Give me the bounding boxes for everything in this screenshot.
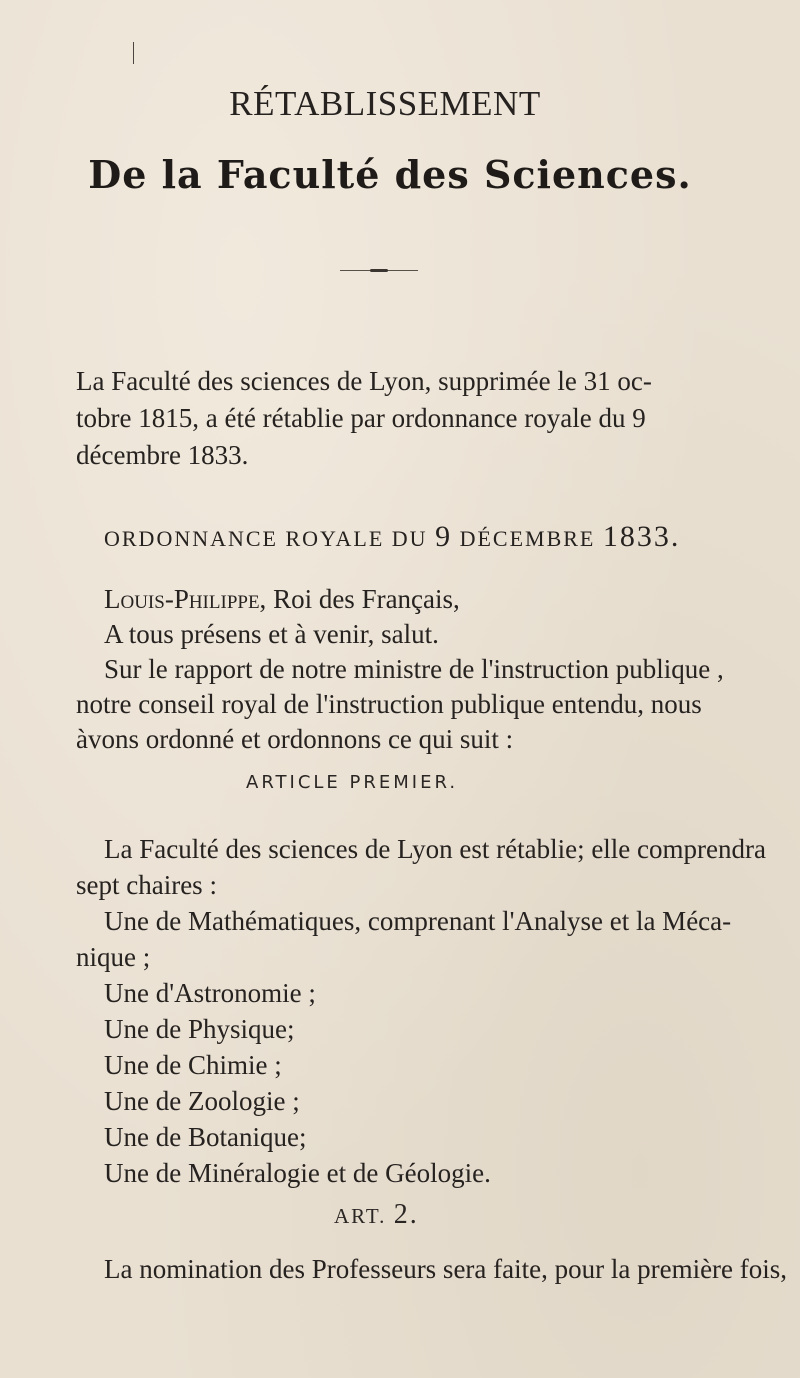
article-1-line-3: Une de Mathématiques, comprenant l'Analyse et la Méca- bbox=[104, 906, 732, 936]
chair-item: Une de Physique; bbox=[104, 1014, 295, 1044]
ordonnance-heading-month: DÉCEMBRE bbox=[459, 526, 596, 551]
king-title: Roi des Français, bbox=[273, 584, 460, 614]
decorative-rule bbox=[340, 270, 418, 271]
chair-item: Une de Chimie ; bbox=[104, 1050, 282, 1080]
article-1-line-1: La Faculté des sciences de Lyon est rétablie; elle comprendra bbox=[104, 834, 766, 864]
chair-item: Une de Zoologie ; bbox=[104, 1086, 300, 1116]
chair-item: Une d'Astronomie ; bbox=[104, 978, 316, 1008]
intro-line-3: décembre 1833. bbox=[76, 440, 249, 470]
preamble-line-1 bbox=[104, 582, 460, 616]
ordonnance-heading-text: ORDONNANCE ROYALE DU bbox=[104, 526, 428, 551]
article-1-line-4: nique ; bbox=[76, 942, 151, 972]
page-subtitle: De la Faculté des Sciences. bbox=[88, 152, 692, 197]
preamble-line-3: Sur le rapport de notre ministre de l'instruction publique , bbox=[104, 654, 724, 684]
article-1-line-2: sept chaires : bbox=[76, 870, 217, 900]
intro-line-1: La Faculté des sciences de Lyon, supprimée le 31 oc- bbox=[76, 366, 652, 396]
ordonnance-heading-year: 1833. bbox=[602, 520, 681, 553]
preamble-line-4: notre conseil royal de l'instruction publique entendu, nous bbox=[76, 689, 702, 719]
chair-item: Une de Botanique; bbox=[104, 1122, 307, 1152]
article-2-line-1: La nomination des Professeurs sera faite, pour la première fois, bbox=[104, 1254, 788, 1284]
article-2-heading-text: ART. bbox=[334, 1204, 387, 1228]
chair-item: Une de Minéralogie et de Géologie. bbox=[104, 1158, 491, 1188]
ordonnance-heading-day: 9 bbox=[435, 520, 453, 553]
intro-line-2: tobre 1815, a été rétablie par ordonnance royale du 9 bbox=[76, 403, 646, 433]
margin-mark bbox=[133, 42, 134, 64]
king-name: Louis-Philippe, bbox=[104, 584, 267, 614]
article-1-heading: ARTICLE PREMIER. bbox=[246, 772, 459, 793]
page-title: RÉTABLISSEMENT bbox=[229, 84, 541, 123]
article-2-heading-num: 2. bbox=[393, 1199, 419, 1230]
ordonnance-heading bbox=[104, 520, 724, 554]
article-2-heading bbox=[334, 1199, 419, 1231]
preamble-line-5: àvons ordonné et ordonnons ce qui suit : bbox=[76, 724, 514, 754]
preamble-line-2: A tous présens et à venir, salut. bbox=[104, 619, 439, 649]
